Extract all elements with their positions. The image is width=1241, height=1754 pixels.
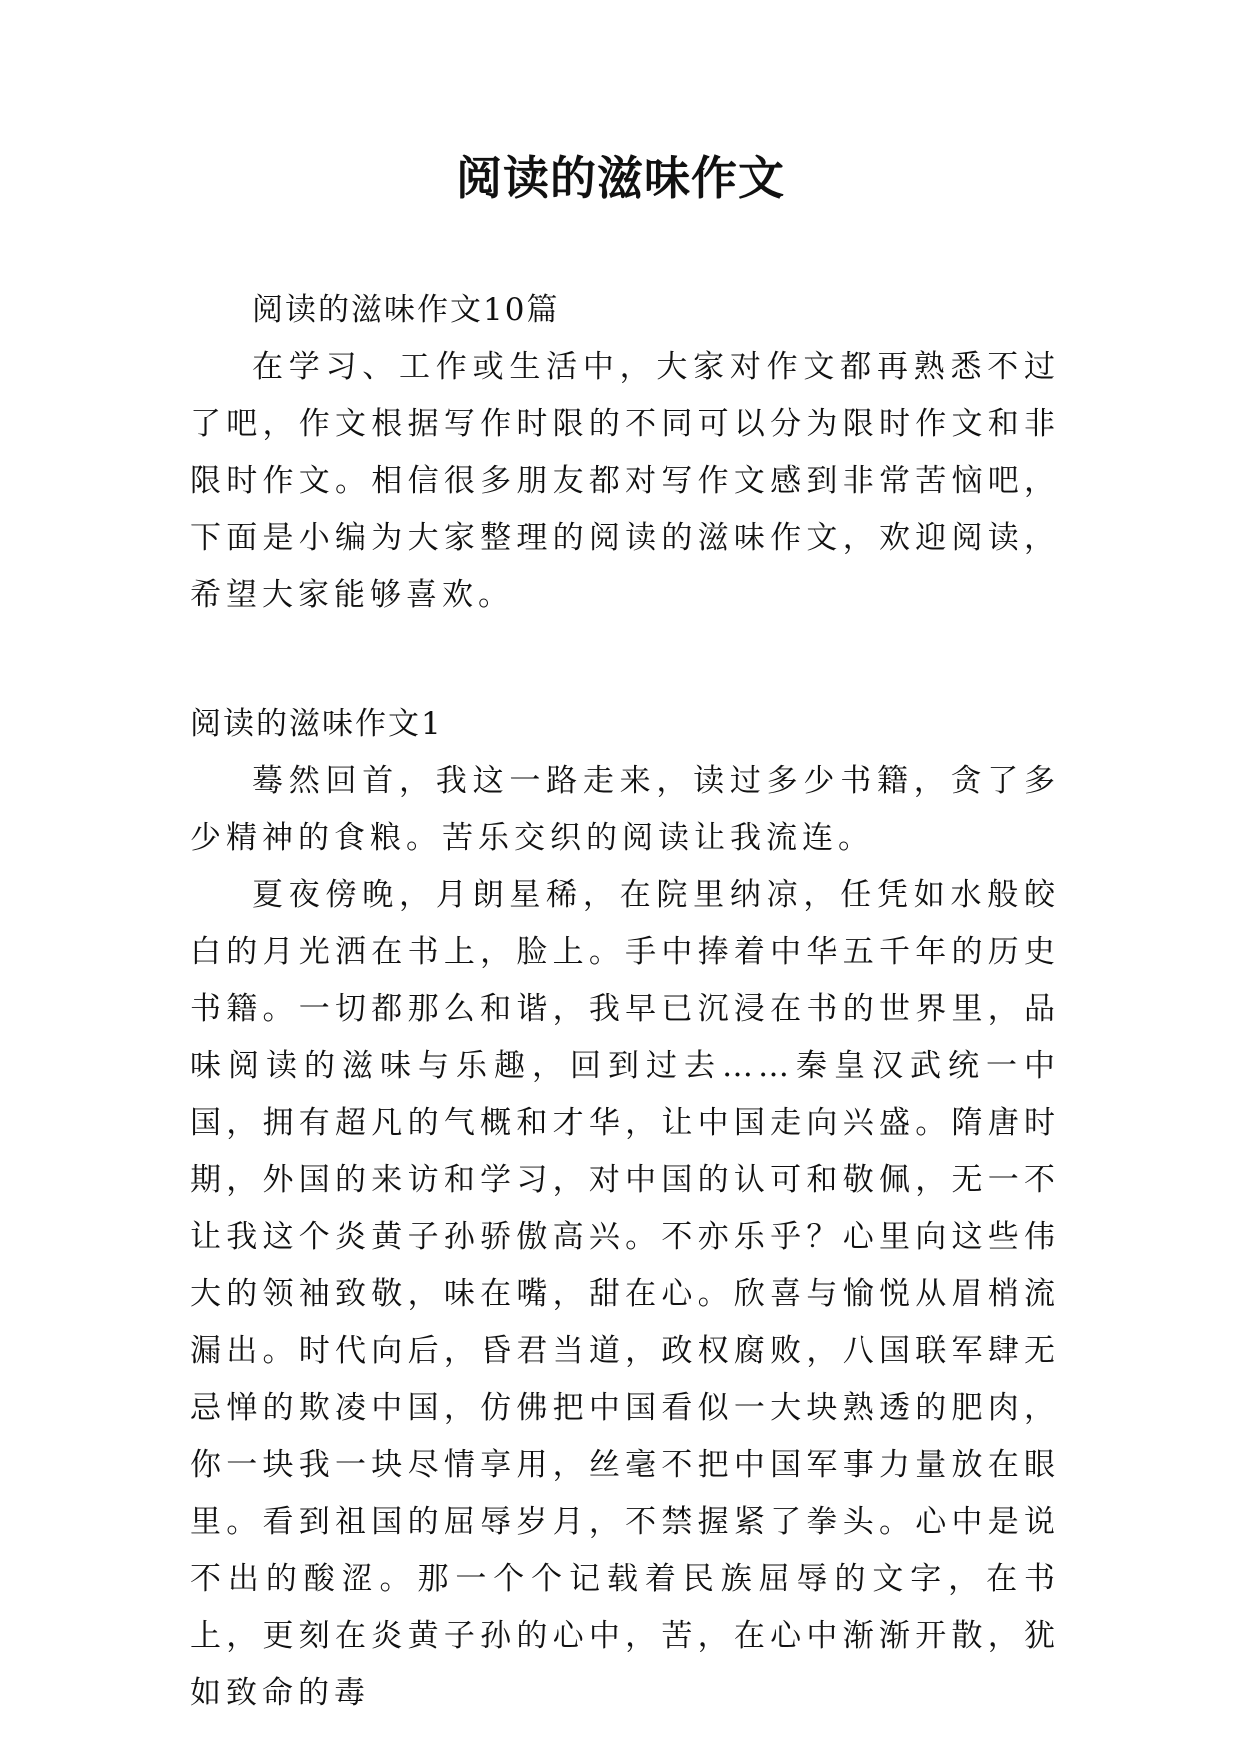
section-heading: 阅读的滋味作文1: [190, 706, 443, 742]
document-subtitle: 阅读的滋味作文10篇: [252, 292, 560, 328]
intro-paragraph: 在学习、工作或生活中，大家对作文都再熟悉不过了吧，作文根据写作时限的不同可以分为限时作文和非限时作文。相信很多朋友都对写作文感到非常苦恼吧，下面是小编为大家整理的阅读的滋味作文，欢迎阅读，希望大家能够喜欢。: [190, 349, 1060, 613]
document-body: [190, 282, 1060, 1722]
body-paragraph: 夏夜傍晚，月朗星稀，在院里纳凉，任凭如水般皎白的月光洒在书上，脸上。手中捧着中华五千年的历史书籍。一切都那么和谐，我早已沉浸在书的世界里，品味阅读的滋味与乐趣，回到过去……秦皇汉武统一中国，拥有超凡的气概和才华，让中国走向兴盛。隋唐时期，外国的来访和学习，对中国的认可和敬佩，无一不让我这个炎黄子孙骄傲高兴。不亦乐乎？心里向这些伟大的领袖致敬，味在嘴，甜在心。欣喜与愉悦从眉梢流漏出。时代向后，昏君当道，政权腐败，八国联军肆无忌惮的欺凌中国，仿佛把中国看似一大块熟透的肥肉，你一块我一块尽情享用，丝毫不把中国军事力量放在眼里。看到祖国的屈辱岁月，不禁握紧了拳头。心中是说不出的酸涩。那一个个记载着民族屈辱的文字，在书上，更刻在炎黄子孙的心中，苦，在心中渐渐开散，犹如致命的毒: [190, 877, 1060, 1711]
body-paragraph: 蓦然回首，我这一路走来，读过多少书籍，贪了多少精神的食粮。苦乐交织的阅读让我流连。: [190, 763, 1060, 856]
document-title: 阅读的滋味作文: [456, 151, 785, 205]
